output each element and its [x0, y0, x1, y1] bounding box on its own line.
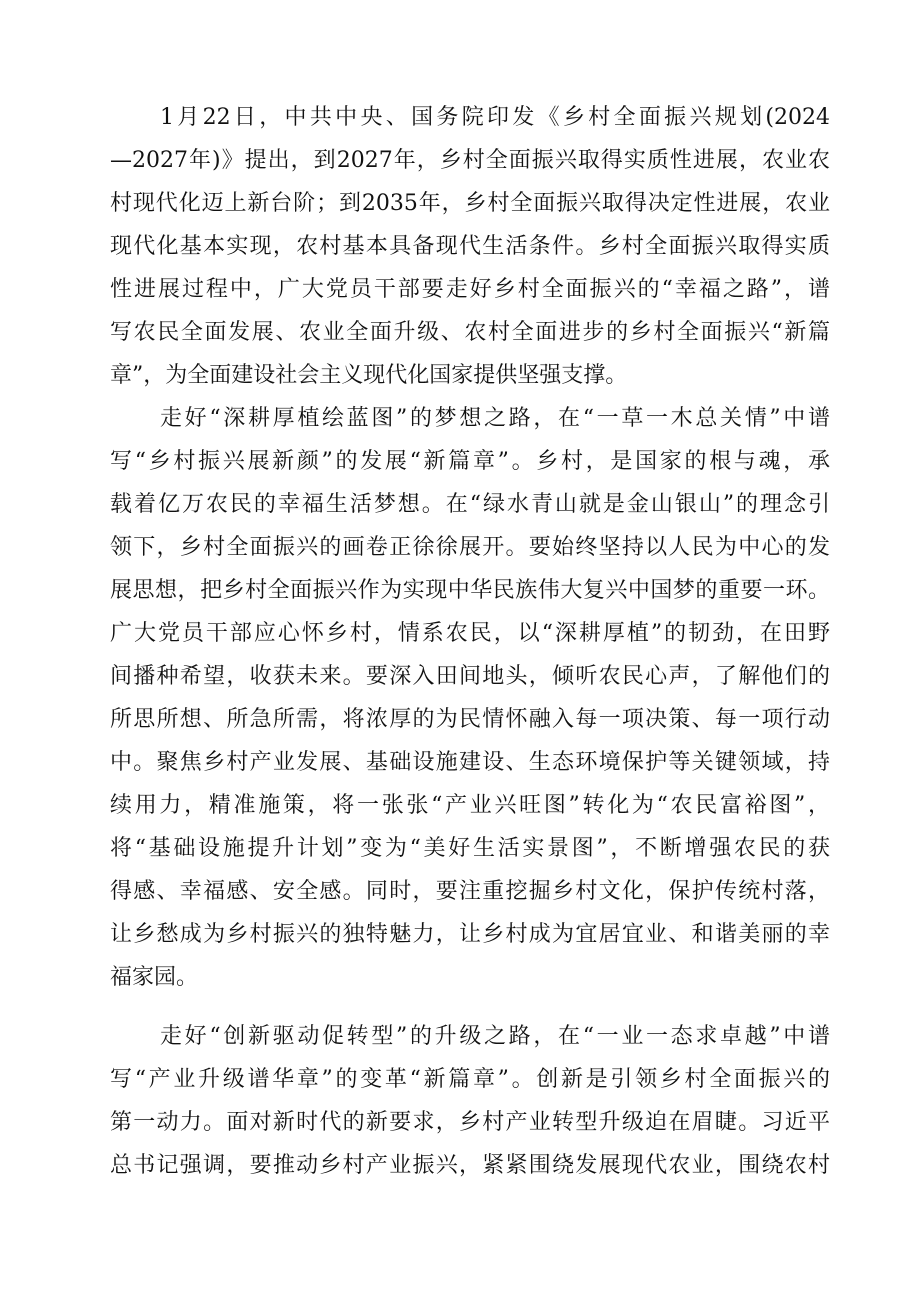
text-line: 广大党员干部应心怀乡村，情系农民，以“深耕厚植”的韧劲，在田野 [110, 621, 830, 646]
text-line: 现代化基本实现，农村基本具备现代生活条件。乡村全面振兴取得实质 [110, 234, 830, 259]
text-line: 将“基础设施提升计划”变为“美好生活实景图”，不断增强农民的获 [110, 836, 830, 861]
text-line: 性进展过程中，广大党员干部要走好乡村全面振兴的“幸福之路”，谱 [110, 277, 830, 302]
text-line: 间播种希望，收获未来。要深入田间地头，倾听农民心声，了解他们的 [110, 664, 830, 689]
text-line: 福家园。 [110, 965, 199, 990]
text-line: 展思想，把乡村全面振兴作为实现中华民族伟大复兴中国梦的重要一环。 [110, 578, 830, 603]
text-line: 领下，乡村全面振兴的画卷正徐徐展开。要始终坚持以人民为中心的发 [110, 535, 830, 560]
text-line: 写“乡村振兴展新颜”的发展“新篇章”。乡村，是国家的根与魂，承 [110, 449, 830, 474]
text-line: 写农民全面发展、农业全面升级、农村全面进步的乡村全面振兴“新篇 [110, 320, 830, 345]
text-line: 村现代化迈上新台阶；到2035年，乡村全面振兴取得决定性进展，农业 [110, 191, 830, 216]
text-line: 中。聚焦乡村产业发展、基础设施建设、生态环境保护等关键领域，持 [110, 750, 830, 775]
text-line: 写“产业升级谱华章”的变革“新篇章”。创新是引领乡村全面振兴的 [110, 1067, 830, 1092]
text-line: 让乡愁成为乡村振兴的独特魅力，让乡村成为宜居宜业、和谐美丽的幸 [110, 922, 830, 947]
text-line: 1月22日，中共中央、国务院印发《乡村全面振兴规划(2024 [160, 105, 830, 130]
text-line: 走好“创新驱动促转型”的升级之路，在“一业一态求卓越”中谱 [160, 1024, 830, 1049]
text-line: 第一动力。面对新时代的新要求，乡村产业转型升级迫在眉睫。习近平 [110, 1110, 830, 1135]
text-line: 总书记强调，要推动乡村产业振兴，紧紧围绕发展现代农业，围绕农村 [110, 1153, 830, 1178]
text-line: 续用力，精准施策，将一张张“产业兴旺图”转化为“农民富裕图”， [110, 793, 830, 818]
text-line: 走好“深耕厚植绘蓝图”的梦想之路，在“一草一木总关情”中谱 [160, 406, 830, 431]
text-line: 所思所想、所急所需，将浓厚的为民情怀融入每一项决策、每一项行动 [110, 707, 830, 732]
text-line: 得感、幸福感、安全感。同时，要注重挖掘乡村文化，保护传统村落， [110, 879, 830, 904]
text-line: 载着亿万农民的幸福生活梦想。在“绿水青山就是金山银山”的理念引 [110, 492, 830, 517]
text-line: —2027年)》提出，到2027年，乡村全面振兴取得实质性进展，农业农 [110, 148, 830, 173]
text-line: 章”，为全面建设社会主义现代化国家提供坚强支撑。 [110, 363, 628, 388]
